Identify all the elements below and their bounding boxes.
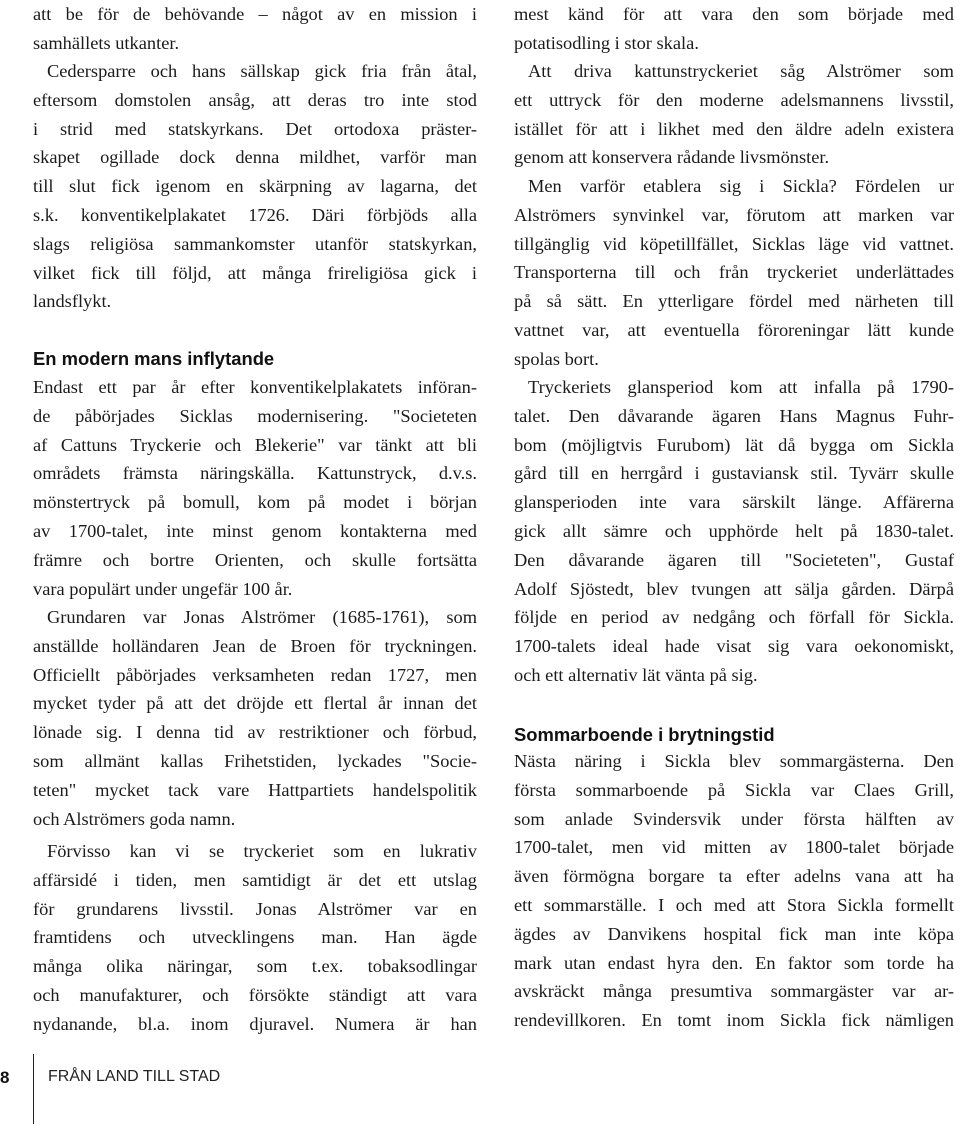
text-line: af Cattuns Tryckerie och Blekerie" var tänkt att bli [33, 434, 477, 455]
right-paragraph-2 [514, 57, 954, 172]
running-title: FRÅN LAND TILL STAD [48, 1068, 221, 1085]
text-line: affärsidé i tiden, men samtidigt är det ett utslag [33, 869, 477, 890]
text-line: nydanande, bl.a. inom djuravel. Numera är han [33, 1013, 477, 1034]
text-line: av 1700-talet, inte minst genom kontakterna med [33, 520, 477, 541]
text-line: talet. Den dåvarande ägaren Hans Magnus Fuhr- [514, 405, 954, 426]
text-line: istället för att i likhet med den äldre adeln existera [514, 118, 954, 139]
text-line: följde en period av nedgång och förfall för Sickla. [514, 607, 954, 628]
left-paragraph-5 [33, 837, 477, 1039]
text-line: Officiellt påbörjades verksamheten redan 1727, men [33, 664, 477, 685]
text-line: mark utan endast hyra den. En faktor som torde ha [514, 952, 954, 973]
text-line: som anlade Svindersvik under första hälften av [514, 808, 954, 829]
text-line: teten" mycket tack vare Hattpartiets handelspolitik [33, 779, 477, 800]
text-line: samhällets utkanter. [33, 32, 180, 53]
text-line: Endast ett par år efter konventikelplakatets införan- [33, 377, 477, 397]
text-line: som allmänt kallas Frihetstiden, lyckades "Socie- [33, 750, 477, 771]
text-line: bom (möjligtvis Furubom) lät då bygga om Sickla [514, 434, 954, 455]
left-paragraph-3 [33, 373, 477, 603]
text-line: ett sommarställe. I och med att Stora Sickla formellt [514, 894, 954, 915]
right-paragraph-4 [514, 373, 954, 690]
right-paragraph-5 [514, 747, 954, 1035]
footer-divider [33, 1054, 34, 1124]
text-line: för grundarens livsstil. Jonas Alströmer var en [33, 898, 477, 919]
text-line: i strid med statskyrkans. Det ortodoxa präster- [33, 118, 477, 139]
text-line: framtidens och utvecklingens man. Han ägde [33, 927, 477, 948]
text-line: många olika näringar, som t.ex. tobaksodlingar [33, 956, 477, 977]
text-line: första sommarboende på Sickla var Claes Grill, [514, 779, 954, 800]
text-line: Grundaren var Jonas Alströmer (1685-1761), som [47, 607, 477, 627]
text-line: Transporterna till och från tryckeriet underlättades [514, 262, 954, 283]
text-line: mest känd för att vara den som började med [514, 4, 954, 24]
text-line: vilket fick till följd, att många frireligiösa gick i [33, 262, 477, 283]
text-line: skapet ogillade dock denna mildhet, varför man [33, 147, 477, 168]
left-paragraph-4 [33, 603, 477, 833]
text-line: även förmögna borgare ta efter adelns vana att ha [514, 866, 954, 887]
text-line: vattnet var, att eventuella föroreningar lätt kunde [514, 319, 954, 340]
text-line: mönstertryck på bomull, kom på modet i början [33, 492, 477, 513]
text-line: spolas bort. [514, 348, 599, 369]
left-paragraph-1 [33, 0, 477, 58]
section-heading: Sommarboende i brytningstid [514, 724, 775, 745]
text-line: potatisodling i stor skala. [514, 32, 699, 53]
text-line: områdets främsta näringskälla. Kattunstryck, d.v.s. [33, 463, 477, 484]
text-line: på så sätt. En ytterligare fördel med närheten till [514, 291, 954, 312]
text-line: att be för de behövande – något av en mission i [33, 4, 477, 24]
text-line: gård till en herrgård i gustaviansk stil. Tyvärr skulle [514, 463, 954, 484]
text-line: ett uttryck för den moderne adelsmannens livsstil, [514, 89, 954, 110]
text-line: Tryckeriets glansperiod kom att infalla på 1790- [528, 377, 954, 397]
text-line: vara populärt under ungefär 100 år. [33, 578, 293, 599]
text-line: och Alströmers goda namn. [33, 808, 236, 829]
text-line: 1700-talets ideal hade visat sig vara oekonomiskt, [514, 636, 954, 657]
text-line: Den dåvarande ägaren till "Societeten", Gustaf [514, 549, 954, 570]
text-line: Förvisso kan vi se tryckeriet som en lukrativ [47, 841, 477, 861]
text-line: avskräckt många presumtiva sommargäster var ar- [514, 981, 954, 1002]
text-line: till slut fick igenom en skärpning av lagarna, det [33, 176, 477, 197]
right-paragraph-1 [514, 0, 954, 58]
text-line: 1700-talet, men vid mitten av 1800-talet började [514, 837, 954, 858]
text-line: lönade sig. I denna tid av restriktioner och förbud, [33, 722, 477, 743]
text-line: tillgänglig vid köpetillfället, Sicklas läge vid vattnet. [514, 233, 954, 254]
section-heading: En modern mans inflytande [33, 348, 275, 369]
text-line: slags religiösa sammankomster utanför statskyrkan, [33, 233, 477, 254]
text-line: ägdes av Danvikens hospital fick man inte köpa [514, 923, 954, 944]
text-line: de påbörjades Sicklas modernisering. "Societeten [33, 405, 477, 426]
text-line: Men varför etablera sig i Sickla? Fördelen ur [528, 176, 954, 196]
text-line: Cedersparre och hans sällskap gick fria från åtal, [47, 61, 477, 81]
page-number: 8 [0, 1068, 10, 1087]
text-line: rendevillkoren. En tomt inom Sickla fick nämligen [514, 1010, 954, 1031]
text-line: främre och bortre Orienten, och skulle fortsätta [33, 549, 477, 570]
text-line: Att driva kattunstryckeriet såg Alströmer som [528, 61, 954, 81]
text-line: eftersom domstolen ansåg, att deras tro inte stod [33, 89, 477, 110]
text-line: och ett alternativ lät vänta på sig. [514, 664, 758, 685]
right-paragraph-3 [514, 172, 954, 374]
text-line: mycket tyder på att det dröjde ett flertal år innan det [33, 693, 477, 714]
text-line: glansperioden inte vara särskilt länge. Affärerna [514, 492, 954, 513]
text-line: Adolf Sjöstedt, blev tvungen att sälja gården. Därpå [514, 578, 954, 599]
text-line: Nästa näring i Sickla blev sommargästerna. Den [514, 751, 954, 771]
text-line: och manufakturer, och försökte ständigt att vara [33, 984, 477, 1005]
text-line: gick allt sämre och upphörde helt på 1830-talet. [514, 520, 954, 541]
text-line: s.k. konventikelplakatet 1726. Däri förbjöds alla [33, 204, 477, 225]
text-line: anställde holländaren Jean de Broen för tryckningen. [33, 635, 477, 656]
text-line: genom att konservera rådande livsmönster. [514, 147, 830, 168]
text-line: Alströmers synvinkel var, förutom att marken var [514, 204, 954, 225]
text-line: landsflykt. [33, 291, 112, 312]
left-paragraph-2 [33, 57, 477, 316]
